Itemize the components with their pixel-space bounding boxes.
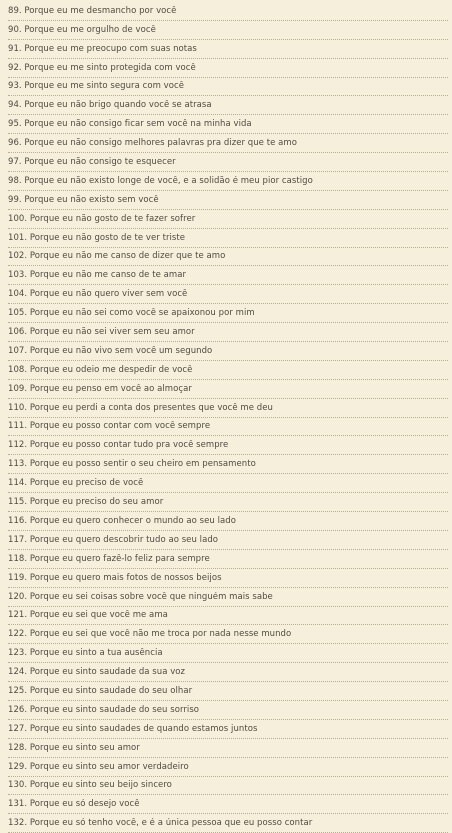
list-item — [0, 682, 452, 701]
list-item-text: 125. Porque eu sinto saudade do seu olhar — [8, 685, 193, 696]
list-item — [0, 569, 452, 588]
dotted-divider — [8, 473, 448, 474]
list-item-text: 131. Porque eu só desejo você — [8, 799, 140, 810]
list-item-text: 115. Porque eu preciso do seu amor — [8, 497, 164, 508]
dotted-divider — [8, 341, 448, 342]
list-item — [0, 229, 452, 248]
dotted-divider — [8, 39, 448, 40]
list-item — [0, 2, 452, 21]
list-item — [0, 739, 452, 758]
list-item-text: 128. Porque eu sinto seu amor — [8, 742, 140, 753]
list-item-text: 110. Porque eu perdi a conta dos presentes que você me deu — [8, 402, 273, 413]
list-item — [0, 550, 452, 569]
list-item — [0, 323, 452, 342]
dotted-divider — [8, 662, 448, 663]
list-item-text: 93. Porque eu me sinto segura com você — [8, 81, 184, 92]
list-item-text: 127. Porque eu sinto saudades de quando estamos juntos — [8, 723, 258, 734]
dotted-divider — [8, 681, 448, 682]
dotted-divider — [8, 700, 448, 701]
dotted-divider — [8, 247, 448, 248]
list-item-text: 109. Porque eu penso em você ao almoçar — [8, 383, 192, 394]
list-item — [0, 21, 452, 40]
list-item-text: 102. Porque eu não me canso de dizer que te amo — [8, 251, 226, 262]
list-item — [0, 625, 452, 644]
list-item-text: 126. Porque eu sinto saudade do seu sorriso — [8, 704, 200, 715]
list-item-text: 90. Porque eu me orgulho de você — [8, 24, 156, 35]
list-item-text: 132. Porque eu só tenho você, e é a única pessoa que eu posso contar — [8, 818, 313, 829]
list-item — [0, 399, 452, 418]
dotted-divider — [8, 209, 448, 210]
dotted-divider — [8, 379, 448, 380]
dotted-divider — [8, 152, 448, 153]
dotted-divider — [8, 757, 448, 758]
list-item-text: 114. Porque eu preciso de você — [8, 478, 144, 489]
list-item-text: 120. Porque eu sei coisas sobre você que ninguém mais sabe — [8, 591, 273, 602]
list-item — [0, 663, 452, 682]
list-item — [0, 59, 452, 78]
dotted-divider — [8, 322, 448, 323]
dotted-divider — [8, 587, 448, 588]
dotted-divider — [8, 435, 448, 436]
list-item-text: 107. Porque eu não vivo sem você um segundo — [8, 345, 213, 356]
list-item-text: 111. Porque eu posso contar com você sempre — [8, 421, 211, 432]
dotted-divider — [8, 776, 448, 777]
dotted-divider — [8, 398, 448, 399]
list-item-text: 118. Porque eu quero fazê-lo feliz para sempre — [8, 553, 210, 564]
dotted-divider — [8, 624, 448, 625]
list-item — [0, 172, 452, 191]
dotted-divider — [8, 360, 448, 361]
list-item — [0, 644, 452, 663]
list-item-text: 124. Porque eu sinto saudade da sua voz — [8, 667, 186, 678]
dotted-divider — [8, 454, 448, 455]
list-item-text: 105. Porque eu não sei como você se apaixonou por mim — [8, 308, 255, 319]
list-item-text: 96. Porque eu não consigo melhores palavras pra dizer que te amo — [8, 138, 297, 149]
list-item-text: 112. Porque eu posso contar tudo pra você sempre — [8, 440, 229, 451]
list-item — [0, 512, 452, 531]
list-item — [0, 304, 452, 323]
list-item-text: 92. Porque eu me sinto protegida com você — [8, 62, 196, 73]
list-item-text: 106. Porque eu não sei viver sem seu amor — [8, 327, 195, 338]
list-item — [0, 361, 452, 380]
list-item-text: 99. Porque eu não existo sem você — [8, 194, 159, 205]
list-item — [0, 758, 452, 777]
dotted-divider — [8, 530, 448, 531]
list-item — [0, 474, 452, 493]
dotted-divider — [8, 511, 448, 512]
list-item — [0, 285, 452, 304]
dotted-divider — [8, 265, 448, 266]
list-item — [0, 115, 452, 134]
list-item — [0, 191, 452, 210]
list-item-text: 117. Porque eu quero descobrir tudo ao seu lado — [8, 534, 219, 545]
dotted-divider — [8, 549, 448, 550]
dotted-divider — [8, 303, 448, 304]
list-item — [0, 777, 452, 796]
list-item — [0, 701, 452, 720]
dotted-divider — [8, 77, 448, 78]
list-item-text: 103. Porque eu não me canso de te amar — [8, 270, 187, 281]
list-item — [0, 436, 452, 455]
list-item-text: 101. Porque eu não gosto de te ver triste — [8, 232, 186, 243]
list-item-text: 123. Porque eu sinto a tua ausência — [8, 648, 163, 659]
dotted-divider — [8, 20, 448, 21]
list-item — [0, 40, 452, 59]
list-item-text: 91. Porque eu me preocupo com suas notas — [8, 43, 197, 54]
dotted-divider — [8, 813, 448, 814]
list-item-text: 122. Porque eu sei que você não me troca por nada nesse mundo — [8, 629, 292, 640]
dotted-divider — [8, 492, 448, 493]
list-item-text: 100. Porque eu não gosto de te fazer sofrer — [8, 213, 196, 224]
list-item-text: 97. Porque eu não consigo te esquecer — [8, 157, 176, 168]
dotted-divider — [8, 284, 448, 285]
list-item-text: 129. Porque eu sinto seu amor verdadeiro — [8, 761, 189, 772]
dotted-divider — [8, 171, 448, 172]
list-item — [0, 248, 452, 267]
list-item — [0, 78, 452, 97]
list-item — [0, 210, 452, 229]
list-item — [0, 342, 452, 361]
dotted-divider — [8, 794, 448, 795]
list-item-text: 95. Porque eu não consigo ficar sem você na minha vida — [8, 119, 252, 130]
list-item — [0, 266, 452, 285]
dotted-divider — [8, 133, 448, 134]
list-item-text: 121. Porque eu sei que você me ama — [8, 610, 168, 621]
dotted-divider — [8, 95, 448, 96]
list-item — [0, 96, 452, 115]
dotted-divider — [8, 114, 448, 115]
list-item-text: 89. Porque eu me desmancho por você — [8, 5, 177, 16]
list-item — [0, 795, 452, 814]
list-item-text: 113. Porque eu posso sentir o seu cheiro em pensamento — [8, 459, 256, 470]
dotted-divider — [8, 58, 448, 59]
dotted-divider — [8, 606, 448, 607]
list-item — [0, 455, 452, 474]
dotted-divider — [8, 568, 448, 569]
list-item-text: 130. Porque eu sinto seu beijo sincero — [8, 780, 172, 791]
list-item — [0, 720, 452, 739]
list-item — [0, 380, 452, 399]
dotted-divider — [8, 190, 448, 191]
list-item — [0, 814, 452, 833]
list-item-text: 104. Porque eu não quero viver sem você — [8, 289, 188, 300]
dotted-divider — [8, 417, 448, 418]
list-item — [0, 153, 452, 172]
list-item — [0, 493, 452, 512]
list-item — [0, 134, 452, 153]
list-item — [0, 588, 452, 607]
list-item-text: 108. Porque eu odeio me despedir de você — [8, 364, 193, 375]
dotted-divider — [8, 228, 448, 229]
dotted-divider — [8, 719, 448, 720]
dotted-divider — [8, 643, 448, 644]
list-item — [0, 531, 452, 550]
list-item-text: 119. Porque eu quero mais fotos de nossos beijos — [8, 572, 222, 583]
list-item — [0, 607, 452, 626]
dotted-divider — [8, 738, 448, 739]
list-item-text: 116. Porque eu quero conhecer o mundo ao seu lado — [8, 515, 236, 526]
list-item-text: 94. Porque eu não brigo quando você se atrasa — [8, 100, 212, 111]
list-item-text: 98. Porque eu não existo longe de você, e a solidão é meu pior castigo — [8, 175, 313, 186]
list-item — [0, 418, 452, 437]
